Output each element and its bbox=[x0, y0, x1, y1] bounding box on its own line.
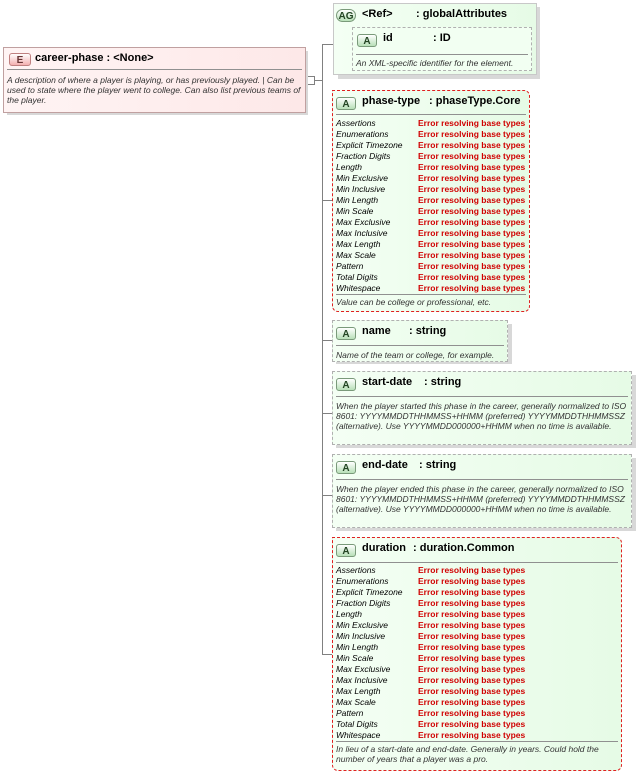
facet-row bbox=[336, 697, 616, 708]
element-badge: E bbox=[9, 53, 31, 66]
facet-label: Min Scale bbox=[336, 653, 374, 663]
facet-row bbox=[336, 642, 616, 653]
facet-row bbox=[336, 129, 528, 140]
facet-label: Max Length bbox=[336, 686, 381, 696]
facet-value: Error resolving base types bbox=[418, 730, 526, 740]
attribute-id-name: id bbox=[383, 32, 393, 44]
facet-value: Error resolving base types bbox=[418, 261, 526, 271]
facet-label: Whitespace bbox=[336, 283, 381, 293]
facet-value: Error resolving base types bbox=[418, 206, 526, 216]
facet-label: Fraction Digits bbox=[336, 598, 391, 608]
ag-name: : globalAttributes bbox=[416, 8, 508, 20]
attribute-description: When the player started this phase in the career, generally normalized to ISO 8601: YYYYMMDDTHHMMSS+HHMM (preferred) YYYYMMDDTHHMMSSZ (alternative). Use YYYYMMDD000000+HHMM when no time is available. bbox=[336, 401, 627, 431]
facet-value: Error resolving base types bbox=[418, 272, 526, 282]
ag-ref-label: <Ref> bbox=[362, 8, 393, 20]
facet-label: Max Length bbox=[336, 239, 381, 249]
facet-value: Error resolving base types bbox=[418, 250, 526, 260]
attribute-group-global-attributes[interactable] bbox=[333, 3, 537, 75]
attribute-type: : string bbox=[419, 459, 457, 471]
attribute-description: Name of the team or college, for example. bbox=[336, 350, 495, 360]
facet-row bbox=[336, 686, 616, 697]
facet-value: Error resolving base types bbox=[418, 283, 526, 293]
facet-value: Error resolving base types bbox=[418, 708, 526, 718]
facet-label: Total Digits bbox=[336, 719, 378, 729]
attribute-badge: A bbox=[336, 97, 356, 110]
facet-label: Min Exclusive bbox=[336, 173, 388, 183]
facet-label: Assertions bbox=[336, 118, 376, 128]
facet-value: Error resolving base types bbox=[418, 565, 526, 575]
facet-row bbox=[336, 250, 528, 261]
facet-label: Pattern bbox=[336, 261, 364, 271]
attribute-type: : duration.Common bbox=[413, 542, 515, 554]
facet-row bbox=[336, 173, 528, 184]
attribute-description: Value can be college or professional, etc. bbox=[336, 297, 492, 307]
connector-to-name bbox=[322, 340, 332, 341]
facet-value: Error resolving base types bbox=[418, 173, 526, 183]
attribute-id-type: : ID bbox=[433, 32, 451, 44]
facet-row bbox=[336, 576, 616, 587]
facet-label: Max Exclusive bbox=[336, 217, 391, 227]
facet-label: Max Inclusive bbox=[336, 675, 388, 685]
facet-label: Total Digits bbox=[336, 272, 378, 282]
facet-label: Pattern bbox=[336, 708, 364, 718]
attribute-id[interactable] bbox=[352, 27, 532, 71]
facet-value: Error resolving base types bbox=[418, 631, 526, 641]
facet-value: Error resolving base types bbox=[418, 162, 526, 172]
attribute-name: phase-type bbox=[362, 95, 421, 107]
facet-label: Max Exclusive bbox=[336, 664, 391, 674]
facet-row bbox=[336, 140, 528, 151]
facet-value: Error resolving base types bbox=[418, 151, 526, 161]
facet-row bbox=[336, 206, 528, 217]
facet-label: Min Scale bbox=[336, 206, 374, 216]
facet-value: Error resolving base types bbox=[418, 118, 526, 128]
facet-value: Error resolving base types bbox=[418, 719, 526, 729]
attribute-duration[interactable] bbox=[332, 537, 622, 771]
facet-row bbox=[336, 195, 528, 206]
facet-row bbox=[336, 217, 528, 228]
attribute-badge: A bbox=[336, 327, 356, 340]
facet-row bbox=[336, 631, 616, 642]
facet-label: Min Exclusive bbox=[336, 620, 388, 630]
connector-to-phase-type bbox=[322, 200, 332, 201]
facet-list bbox=[336, 118, 528, 294]
attribute-type: : string bbox=[424, 376, 462, 388]
facet-row bbox=[336, 708, 616, 719]
facet-row bbox=[336, 162, 528, 173]
attribute-description: In lieu of a start-date and end-date. Generally in years. Could hold the number of years that a player was a pro. bbox=[336, 744, 599, 764]
attribute-name: duration bbox=[362, 542, 406, 554]
facet-row bbox=[336, 118, 528, 129]
attribute-phase-type[interactable] bbox=[332, 90, 530, 312]
connector-trunk bbox=[322, 44, 323, 654]
facet-label: Enumerations bbox=[336, 129, 389, 139]
facet-row bbox=[336, 283, 528, 294]
facet-label: Min Inclusive bbox=[336, 631, 386, 641]
attribute-name-node[interactable] bbox=[332, 320, 508, 362]
facet-row bbox=[336, 664, 616, 675]
facet-value: Error resolving base types bbox=[418, 609, 526, 619]
facet-value: Error resolving base types bbox=[418, 653, 526, 663]
facet-value: Error resolving base types bbox=[418, 620, 526, 630]
facet-row bbox=[336, 587, 616, 598]
attribute-name: start-date bbox=[362, 376, 413, 388]
attribute-type: : string bbox=[409, 325, 447, 337]
element-career-phase[interactable] bbox=[3, 47, 306, 113]
attribute-type: : phaseType.Core bbox=[429, 95, 521, 107]
facet-row bbox=[336, 653, 616, 664]
facet-label: Enumerations bbox=[336, 576, 389, 586]
facet-label: Explicit Timezone bbox=[336, 587, 403, 597]
facet-row bbox=[336, 719, 616, 730]
facet-label: Max Scale bbox=[336, 250, 376, 260]
facet-row bbox=[336, 609, 616, 620]
element-title: career-phase : <None> bbox=[35, 52, 154, 64]
facet-label: Whitespace bbox=[336, 730, 381, 740]
attribute-id-description: An XML-specific identifier for the element. bbox=[356, 58, 514, 68]
attribute-name: end-date bbox=[362, 459, 408, 471]
attribute-id-badge: A bbox=[357, 34, 377, 47]
facet-value: Error resolving base types bbox=[418, 217, 526, 227]
facet-value: Error resolving base types bbox=[418, 239, 526, 249]
element-description: A description of where a player is playing, or has previously played. | Can be used to state where the player went to college. Can also list previous teams of the player. bbox=[7, 75, 301, 105]
connector-to-start-date bbox=[322, 413, 332, 414]
attribute-badge: A bbox=[336, 461, 356, 474]
facet-value: Error resolving base types bbox=[418, 664, 526, 674]
facet-value: Error resolving base types bbox=[418, 675, 526, 685]
facet-label: Fraction Digits bbox=[336, 151, 391, 161]
facet-row bbox=[336, 261, 528, 272]
facet-label: Length bbox=[336, 609, 362, 619]
attribute-end-date[interactable] bbox=[332, 454, 632, 528]
facet-label: Explicit Timezone bbox=[336, 140, 403, 150]
facet-value: Error resolving base types bbox=[418, 587, 526, 597]
connector-to-duration bbox=[322, 654, 332, 655]
facet-row bbox=[336, 239, 528, 250]
facet-row bbox=[336, 620, 616, 631]
facet-row bbox=[336, 730, 616, 741]
attribute-name: name bbox=[362, 325, 391, 337]
facet-label: Min Length bbox=[336, 642, 379, 652]
facet-value: Error resolving base types bbox=[418, 184, 526, 194]
facet-label: Min Length bbox=[336, 195, 379, 205]
facet-row bbox=[336, 675, 616, 686]
connector-to-end-date bbox=[322, 495, 332, 496]
facet-row bbox=[336, 272, 528, 283]
attribute-badge: A bbox=[336, 544, 356, 557]
facet-row bbox=[336, 565, 616, 576]
facet-label: Length bbox=[336, 162, 362, 172]
facet-label: Assertions bbox=[336, 565, 376, 575]
facet-value: Error resolving base types bbox=[418, 686, 526, 696]
facet-label: Max Scale bbox=[336, 697, 376, 707]
facet-value: Error resolving base types bbox=[418, 228, 526, 238]
facet-row bbox=[336, 228, 528, 239]
facet-label: Max Inclusive bbox=[336, 228, 388, 238]
facet-value: Error resolving base types bbox=[418, 129, 526, 139]
facet-value: Error resolving base types bbox=[418, 140, 526, 150]
attribute-badge: A bbox=[336, 378, 356, 391]
facet-row bbox=[336, 151, 528, 162]
attribute-start-date[interactable] bbox=[332, 371, 632, 445]
facet-row bbox=[336, 598, 616, 609]
facet-value: Error resolving base types bbox=[418, 642, 526, 652]
facet-value: Error resolving base types bbox=[418, 697, 526, 707]
facet-list bbox=[336, 565, 616, 741]
facet-value: Error resolving base types bbox=[418, 598, 526, 608]
facet-value: Error resolving base types bbox=[418, 576, 526, 586]
facet-value: Error resolving base types bbox=[418, 195, 526, 205]
attribute-group-badge: AG bbox=[336, 9, 356, 22]
attribute-description: When the player ended this phase in the career, generally normalized to ISO 8601: YYYYMMDDTHHMMSS+HHMM (preferred) YYYYMMDDTHHMMSSZ (alternative). Use YYYYMMDD000000+HHMM when no time is available. bbox=[336, 484, 625, 514]
facet-row bbox=[336, 184, 528, 195]
facet-label: Min Inclusive bbox=[336, 184, 386, 194]
